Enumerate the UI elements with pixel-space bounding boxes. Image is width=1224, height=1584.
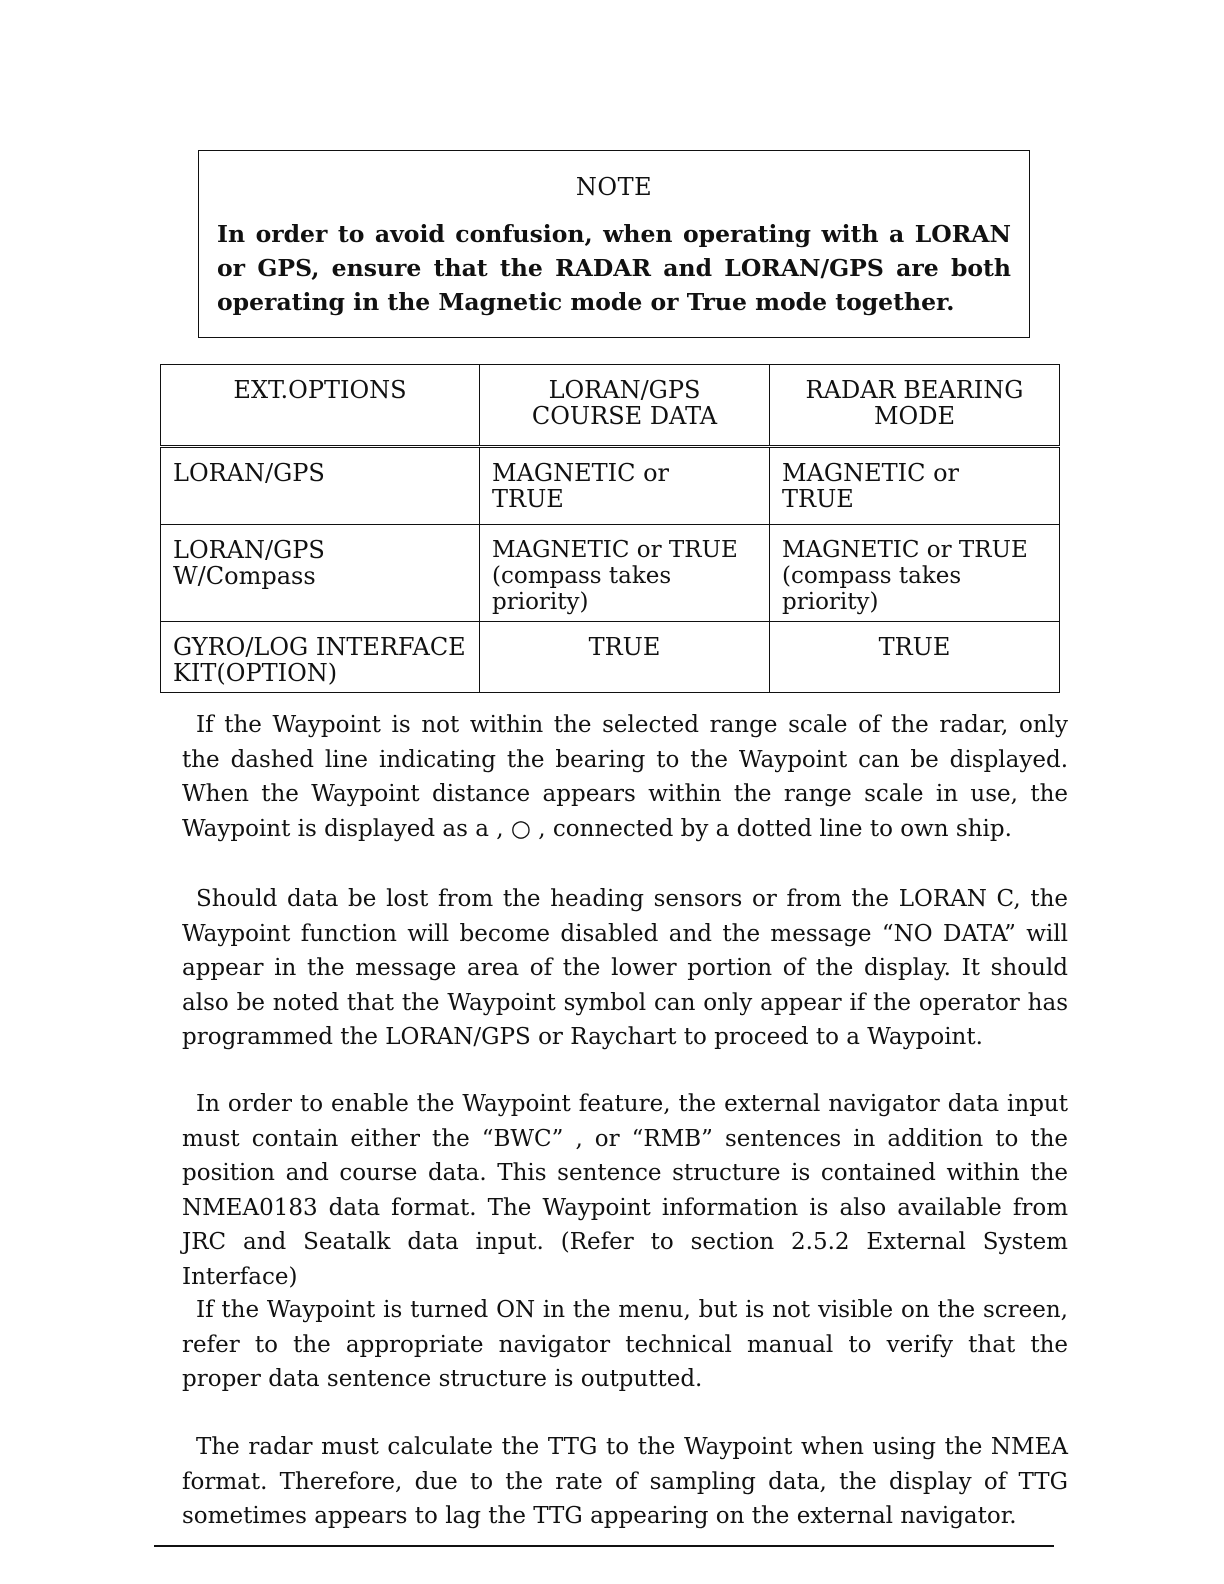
options-table [160,364,1060,693]
paragraph-data-loss: Should data be lost from the heading sensors or from the LORAN C, the Waypoint function will become disabled and the message “NO DATA” will appear in the message area of the lower portion of the display. It should also be noted that the Waypoint symbol can only appear if the operator has programmed the LORAN/GPS or Raychart to proceed to a Waypoint. [182,886,1068,1050]
page-footer-rule [154,1545,1054,1547]
table-cell: LORAN/GPS [161,447,480,525]
table-cell: LORAN/GPS W/Compass [161,525,480,622]
table-row [161,525,1060,622]
table-cell: MAGNETIC or TRUE [770,447,1060,525]
table-header: LORAN/GPS COURSE DATA [480,365,770,447]
note-box [198,150,1030,338]
paragraph-not-visible: If the Waypoint is turned ON in the menu, but is not visible on the screen, refer to the appropriate navigator technical manual to verify that the proper data sentence structure is outputted. [182,1297,1068,1392]
paragraph-ttg: The radar must calculate the TTG to the Waypoint when using the NMEA format. Therefore, due to the rate of sampling data, the display of TTG sometimes appears to lag the TTG appearing on the external navigator. [182,1434,1068,1529]
table-cell: TRUE [770,622,1060,693]
table-cell: TRUE [480,622,770,693]
table-cell: MAGNETIC or TRUE (compass takes priority) [480,525,770,622]
table-row [161,622,1060,693]
table-header: EXT.OPTIONS [161,365,480,447]
table-cell: MAGNETIC or TRUE (compass takes priority) [770,525,1060,622]
note-text: In order to avoid confusion, when operating with a LORAN or GPS, ensure that the RADAR and LORAN/GPS are both operating in the Magnetic mode or True mode together. [217,220,1011,316]
paragraph-enable-waypoint: In order to enable the Waypoint feature, the external navigator data input must contain either the “BWC” , or “RMB” sentences in addition to the position and course data. This sentence structure is contained within the NMEA0183 data format. The Waypoint information is also available from JRC and Seatalk data input. (Refer to section 2.5.2 External System Interface) [182,1091,1068,1290]
paragraph-waypoint-display: If the Waypoint is not within the selected range scale of the radar, only the dashed line indicating the bearing to the Waypoint can be displayed. When the Waypoint distance appears within the range scale in use, the Waypoint is displayed as a , ○ , connected by a dotted line to own ship. [182,712,1068,842]
table-row [161,447,1060,525]
table-cell: MAGNETIC or TRUE [480,447,770,525]
note-title: NOTE [575,173,653,201]
table-header: RADAR BEARING MODE [770,365,1060,447]
table-header-row [161,365,1060,447]
table-cell: GYRO/LOG INTERFACE KIT(OPTION) [161,622,480,693]
